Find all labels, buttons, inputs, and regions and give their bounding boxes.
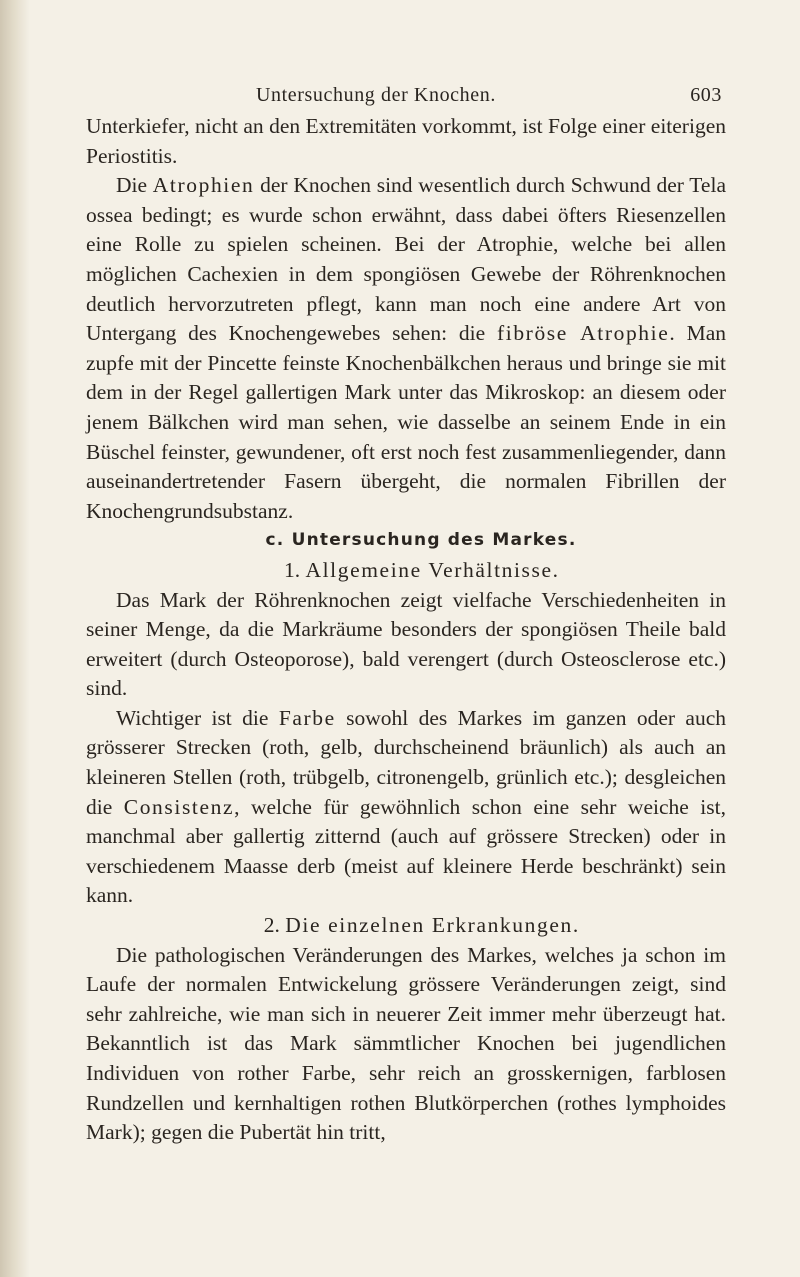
paragraph-veraenderungen: Die pathologischen Veränderungen des Markes, welches ja schon im Laufe der normalen Entwickelung grössere Veränderungen zeigt, sind sehr zahlreiche, wie man sich in neuerer Zeit immer mehr überzeugt hat. Bekanntlich ist das Mark sämmtlicher Knochen bei jugendlichen Individuen von rother Farbe, sehr reich an grosskernigen, farblosen Rundzellen und kernhaltigen rothen Blutkörperchen (rothes lymphoides Mark); gegen die Pubertät hin tritt,	[86, 942, 726, 1145]
subheading-period: .	[572, 913, 579, 938]
page-header	[226, 84, 722, 112]
subheading-title: Allgemeine Verhältnisse	[305, 557, 553, 582]
body-text	[86, 112, 726, 1148]
paragraph-periostitis: Unterkiefer, nicht an den Extremitäten vorkommt, ist Folge einer eiterigen Periostitis.	[86, 114, 726, 168]
subheading-allgemeine	[86, 556, 726, 586]
text-run: der Knochen sind wesentlich durch Schwund der Tela ossea bedingt; es wurde schon erwähnt, dass dabei öfters Riesenzellen eine Rolle zu spielen scheinen. Bei der Atrophie, welche bei allen möglichen Cachexien in dem spongiösen Gewebe der Röhrenknochen deutlich hervorzutreten pflegt, kann man noch eine andere Art von Untergang des Knochengewebes sehen: die	[86, 173, 726, 346]
text-run: Die	[116, 173, 153, 198]
subheading-period: .	[552, 557, 559, 582]
text-run: . Man zupfe mit der Pincette feinste Knochenbälkchen heraus und bringe sie mit dem in der Regel gallertigen Mark unter das Mikroskop: an diesem oder jenem Bälkchen wird man sehen, wie dasselbe an seinem Ende in ein Büschel feinster, gewundener, oft erst noch fest zusammenliegender, dann auseinandertretender Fasern übergeht, die normalen Fibrillen der Knochengrundsubstanz.	[86, 321, 726, 523]
paragraph-atrophien	[86, 171, 726, 526]
subheading-erkrankungen	[86, 911, 726, 941]
paragraph-farbe	[86, 704, 726, 911]
text-run: Wichtiger ist die	[116, 705, 279, 730]
running-head: Untersuchung der Knochen.	[256, 84, 496, 106]
term-fibroese-atrophie: fibröse Atrophie	[497, 321, 670, 346]
paragraph-mark-menge: Das Mark der Röhrenknochen zeigt vielfache Verschiedenheiten in seiner Menge, da die Markräume besonders der spongiösen Theile bald erweitert (durch Osteoporose), bald verengert (durch Osteosclerose etc.) sind.	[86, 587, 726, 701]
subheading-number: 2.	[263, 913, 286, 938]
term-consistenz: Consistenz	[123, 794, 235, 819]
text-run: , welche für gewöhnlich schon eine sehr weiche ist, manchmal aber gallertig zitternd (auch auf grössere Strecken) oder in verschiedenem Maasse derb (meist auf kleinere Herde beschränkt) sein kann.	[86, 794, 726, 908]
text-run: sowohl des Markes im ganzen oder auch grösserer Strecken (roth, gelb, durchscheinend bräunlich) als auch an kleineren Stellen (roth, trübgelb, citronengelb, grünlich etc.); desgleichen die	[86, 705, 726, 819]
page-number: 603	[690, 84, 722, 106]
page-gutter-shadow	[0, 0, 30, 1277]
term-atrophien: Atrophien	[152, 173, 255, 198]
subheading-title: Die einzelnen Erkrankungen	[285, 913, 573, 938]
term-farbe: Farbe	[278, 705, 336, 730]
subheading-number: 1.	[283, 557, 306, 582]
section-heading: c. Untersuchung des Markes.	[265, 530, 577, 551]
